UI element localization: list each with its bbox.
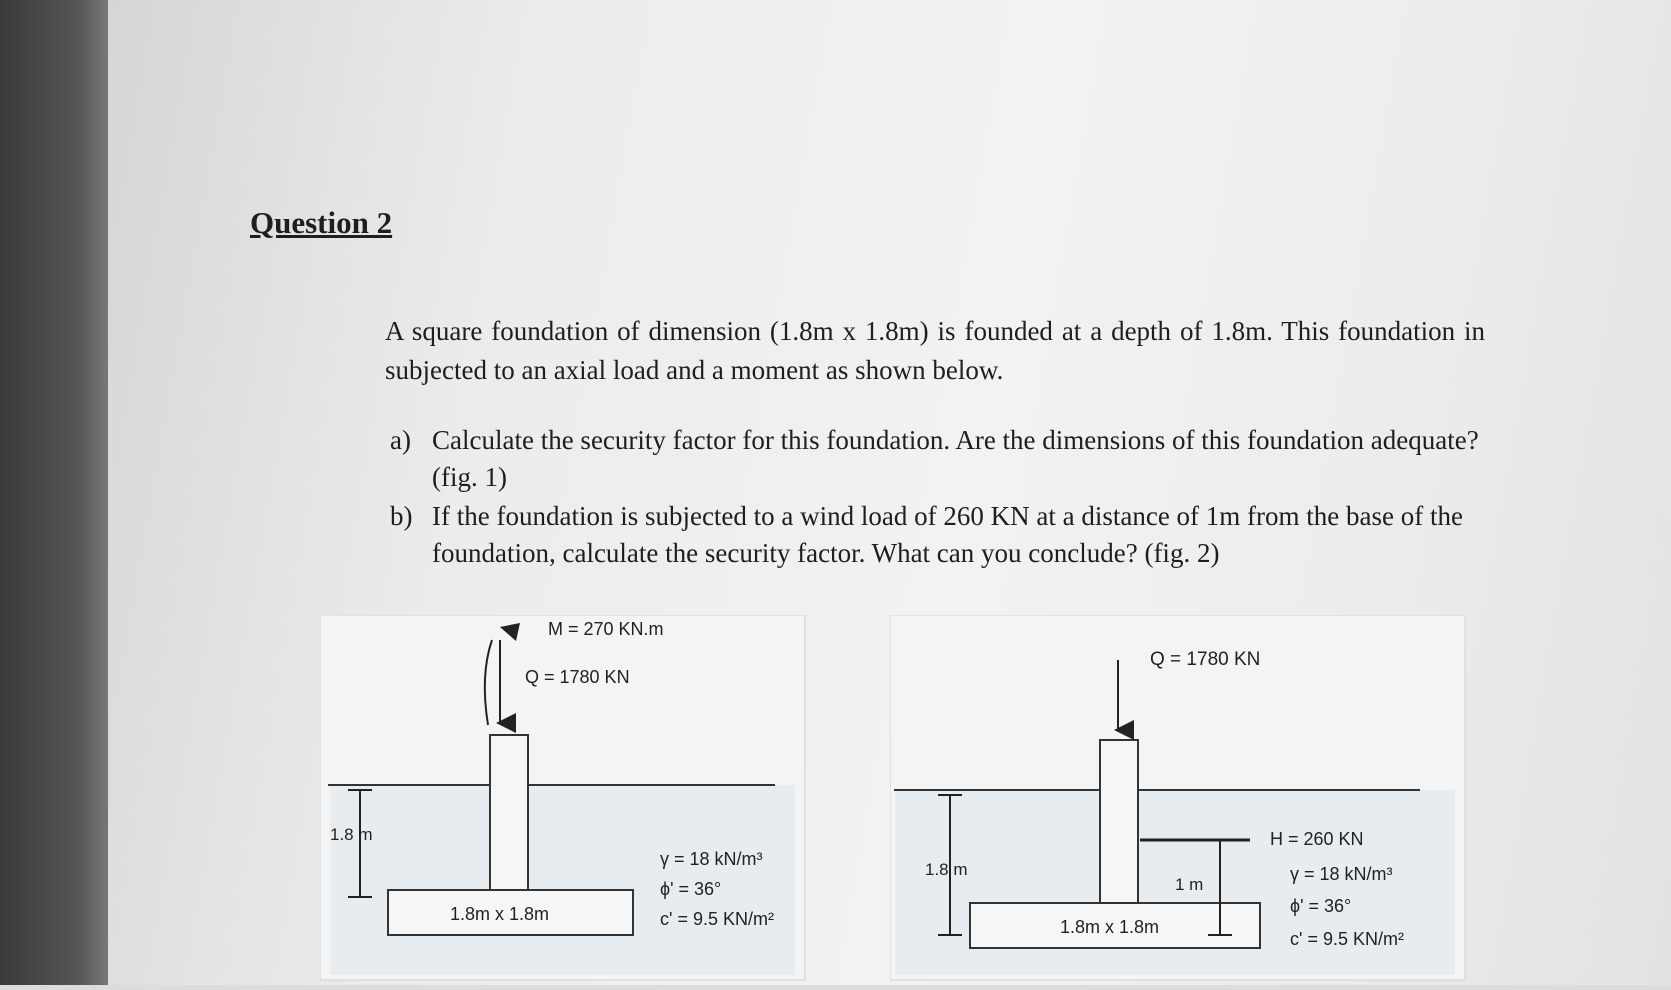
footing-label: 1.8m x 1.8m — [1060, 917, 1160, 937]
monitor-bezel — [0, 0, 110, 985]
item-text: If the foundation is subjected to a wind load of 260 KN at a distance of 1m from the base of the foundation, calculate the security factor. What can you conclude? (fig. 2) — [432, 501, 1463, 568]
moment-label: M = 270 KN.m — [548, 619, 664, 639]
depth-label: 1.8 m — [330, 825, 373, 844]
figure-2 — [890, 615, 1470, 990]
question-item-b — [390, 498, 1490, 572]
soil-region — [330, 785, 795, 975]
item-text: Calculate the security factor for this foundation. Are the dimensions of this foundation adequate? (fig. 1) — [432, 425, 1479, 492]
phi-label: ϕ' = 36° — [1290, 896, 1352, 916]
item-label: b) — [390, 501, 413, 531]
figure-2-diagram — [890, 615, 1470, 985]
figure-1 — [320, 615, 810, 990]
figure-1-diagram — [320, 615, 810, 985]
question-items — [390, 422, 1490, 574]
question-intro: A square foundation of dimension (1.8m x 1.8m) is founded at a depth of 1.8m. This foundation in subjected to an axial load and a moment as shown below. — [385, 316, 1485, 385]
footing-label: 1.8m x 1.8m — [450, 904, 550, 924]
question-title: Question 2 — [250, 205, 393, 240]
question-item-a — [390, 422, 1490, 496]
gamma-label: γ = 18 kN/m³ — [660, 849, 763, 869]
horizontal-load-label: H = 260 KN — [1270, 829, 1364, 849]
item-label: a) — [390, 425, 411, 455]
load-label: Q = 1780 KN — [1150, 649, 1261, 670]
depth-label: 1.8 m — [925, 860, 968, 879]
load-label: Q = 1780 KN — [525, 667, 630, 687]
phi-label: ϕ' = 36° — [660, 879, 722, 899]
height-label: 1 m — [1175, 875, 1204, 894]
cohesion-label: c' = 9.5 KN/m² — [1290, 929, 1404, 949]
gamma-label: γ = 18 kN/m³ — [1290, 864, 1393, 884]
cohesion-label: c' = 9.5 KN/m² — [660, 909, 774, 929]
